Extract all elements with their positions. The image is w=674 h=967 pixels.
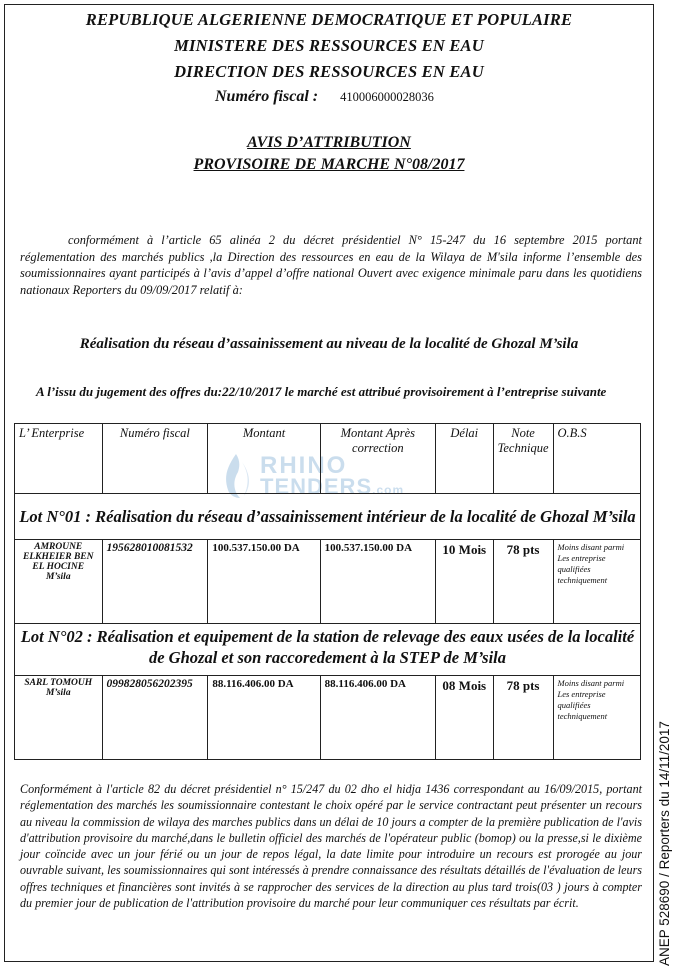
- table-row: [15, 676, 641, 760]
- lot2-amount: 88.116.406.00 DA: [208, 676, 320, 760]
- intro-paragraph: conformément à l’article 65 alinéa 2 du décret présidentiel N° 15-247 du 16 septembre 2015 portant réglementation des marchés publics ,la Direction des ressources en eau de la Wilaya de M'sila informe l’ensemble des soumissionnaires ayant participés à l’avis d’appel d’offre national Ouvert avec exigence minimale paru dans les quotidiens nationaux Reporters du 09/09/2017 relatif à:: [20, 233, 642, 297]
- lot2-enterprise: SARL TOMOUH M’sila: [15, 676, 103, 760]
- fiscal-number-line: [215, 88, 434, 106]
- lot1-fiscal: 195628010081532: [102, 540, 208, 624]
- header-republic: REPUBLIQUE ALGERIENNE DEMOCRATIQUE ET POPULAIRE: [85, 10, 573, 29]
- col-header-amount-corrected: Montant Après correction: [320, 424, 435, 494]
- table-header-row: [15, 424, 641, 494]
- lot2-score: 78 pts: [493, 676, 553, 760]
- lot1-amount: 100.537.150.00 DA: [208, 540, 320, 624]
- col-header-delay: Délai: [435, 424, 493, 494]
- col-header-amount: Montant: [208, 424, 320, 494]
- watermark-line2: TENDERS.com: [260, 474, 405, 499]
- side-caption: ANEP 528690 / Reporters du 14/11/2017: [657, 721, 672, 966]
- lot2-title-row: [15, 624, 641, 676]
- col-header-score: Note Technique: [493, 424, 553, 494]
- lot2-fiscal: 099828056202395: [102, 676, 208, 760]
- watermark-line1: RHINO: [260, 452, 348, 479]
- fiscal-label: Numéro fiscal :: [215, 88, 319, 105]
- fiscal-value: 410006000028036: [340, 90, 434, 104]
- col-header-enterprise: L’ Enterprise: [15, 424, 103, 494]
- header-ministry: MINISTERE DES RESSOURCES EN EAU: [174, 36, 484, 55]
- lot1-obs: Moins disant parmi Les entreprise qualifiées techniquement: [553, 540, 641, 624]
- award-table: [14, 423, 641, 760]
- lot2-delay: 08 Mois: [435, 676, 493, 760]
- lot1-title: Lot N°01 : Réalisation du réseau d’assainissement intérieur de la localité de Ghozal M’sila: [15, 494, 641, 540]
- lot1-amount-corrected: 100.537.150.00 DA: [320, 540, 435, 624]
- lot1-title-row: [15, 494, 641, 540]
- lot2-amount-corrected: 88.116.406.00 DA: [320, 676, 435, 760]
- lot1-score: 78 pts: [493, 540, 553, 624]
- lot2-obs: Moins disant parmi Les entreprise qualifiées techniquement: [553, 676, 641, 760]
- lot2-title: Lot N°02 : Réalisation et equipement de la station de relevage des eaux usées de la localité de Ghozal et son raccoredement à la STEP de M’sila: [15, 624, 641, 676]
- recourse-paragraph: Conformément à l'article 82 du décret présidentiel n° 15/247 du 02 dho el hidja 1436 correspondant au 16/09/2015, portant réglementation des marchés les soumissionnaire contestant le choix opéré par le service contractant peut présenter un recours au niveau la commission de wilaya des marches publics dans un délai de 10 jours a compter de la première publication de l'avis d'attribution provisoire du marché,dans le bulletin officiel des marchés de l'opérateur public (bomop) ou la presse,si le dixième jour coïncide avec un jour férié ou un jour de repos légal, la date limite pour introduire un recours est prorogée au jour ouvrable suivant, les soumissionnaires qui sont intéressés à prendre connaissance des résultats détaillés de l'évaluation de leurs offres techniques et financières sont invités à se rapprocher des services de la direction au plus tard trois(03 ) jours à compter du premier jour de publication de l'attribution provisoire du marché pour leur communiquer ces résultats par écrit.: [20, 782, 642, 911]
- notice-title: AVIS D’ATTRIBUTION: [247, 134, 411, 151]
- lot1-enterprise: AMROUNE ELKHEIER BEN EL HOCINE M’sila: [15, 540, 103, 624]
- col-header-fiscal: Numéro fiscal: [102, 424, 208, 494]
- project-title: Réalisation du réseau d’assainissement au niveau de la localité de Ghozal M’sila: [79, 336, 579, 352]
- award-statement: A l’issu du jugement des offres du:22/10/2017 le marché est attribué provisoirement à l’entreprise suivante: [36, 384, 607, 399]
- col-header-obs: O.B.S: [553, 424, 641, 494]
- lot1-delay: 10 Mois: [435, 540, 493, 624]
- table-row: [15, 540, 641, 624]
- header-direction: DIRECTION DES RESSOURCES EN EAU: [174, 62, 484, 81]
- notice-subtitle: PROVISOIRE DE MARCHE N°08/2017: [193, 156, 465, 173]
